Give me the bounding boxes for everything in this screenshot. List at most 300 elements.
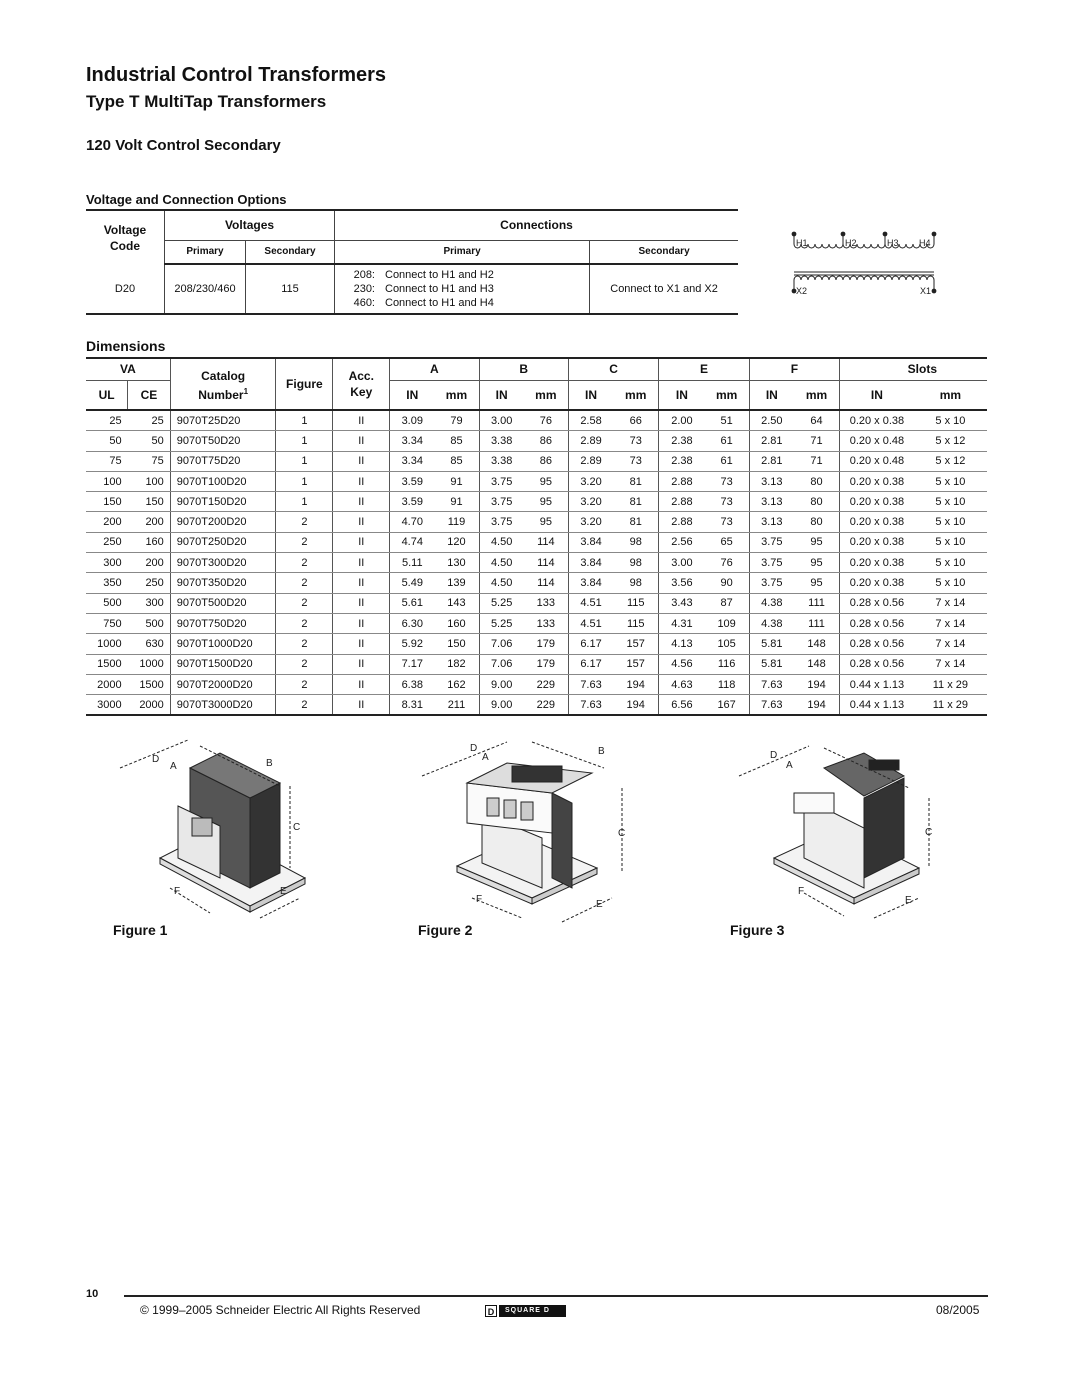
table-cell: 167 [705,695,750,716]
col-ul: UL [86,380,128,410]
col-acc-key: Acc. Key [333,358,390,410]
footer-date: 08/2005 [936,1303,980,1317]
table-cell: 2000 [128,695,171,716]
table-row [86,593,987,613]
table-cell: 4.13 [659,634,705,654]
table-cell: 5.81 [749,634,794,654]
table-cell: 1 [276,431,333,451]
col-f-in: IN [749,380,794,410]
table-cell: 2 [276,593,333,613]
table-cell: 182 [434,654,479,674]
table-cell: 65 [705,532,750,552]
table-cell: 114 [524,553,569,573]
copyright-text: © 1999–2005 Schneider Electric All Rights Reserved [140,1303,421,1317]
dimensions-table-body [86,410,987,715]
table-cell: 3.13 [749,492,794,512]
col-b-in: IN [479,380,524,410]
table-cell: 2.81 [749,431,794,451]
table-cell: II [333,593,390,613]
table-cell: 200 [128,512,171,532]
col-connections-secondary: Secondary [590,240,738,264]
table-cell: 3.00 [659,553,705,573]
table-cell: 6.30 [390,613,435,633]
tap-connection-460: Connect to H1 and H4 [385,297,494,309]
secondary-voltage-value: 115 [246,264,335,314]
table-cell: 9070T300D20 [170,553,276,573]
table-cell: 5 x 10 [914,532,987,552]
table-cell: 80 [794,492,840,512]
table-cell: 3000 [86,695,128,716]
table-cell: 1 [276,471,333,491]
table-cell: 80 [794,512,840,532]
col-va: VA [86,358,170,380]
table-cell: 79 [434,410,479,431]
col-e-in: IN [659,380,705,410]
table-cell: 3.75 [749,553,794,573]
table-cell: II [333,451,390,471]
table-cell: 2 [276,613,333,633]
table-cell: 61 [705,431,750,451]
table-cell: 4.50 [479,553,524,573]
table-cell: 3.20 [568,471,613,491]
table-cell: 750 [86,613,128,633]
table-cell: II [333,573,390,593]
table-cell: 194 [794,674,840,694]
secondary-connection-value: Connect to X1 and X2 [590,264,738,314]
fig1-dim-d: D [152,754,160,765]
table-cell: 7.63 [749,695,794,716]
table-cell: 9070T50D20 [170,431,276,451]
table-cell: 105 [705,634,750,654]
table-cell: 630 [128,634,171,654]
table-row [86,431,987,451]
table-cell: 9070T750D20 [170,613,276,633]
table-cell: 51 [705,410,750,431]
table-cell: II [333,431,390,451]
table-cell: 179 [524,654,569,674]
table-cell: II [333,410,390,431]
table-cell: II [333,471,390,491]
table-cell: 300 [128,593,171,613]
table-cell: 4.38 [749,593,794,613]
table-cell: 5 x 10 [914,410,987,431]
table-cell: 9070T2000D20 [170,674,276,694]
table-cell: 1000 [86,634,128,654]
table-cell: 111 [794,593,840,613]
fig3-dim-a: A [786,760,793,771]
table-cell: 350 [86,573,128,593]
table-cell: 3.00 [479,410,524,431]
table-cell: 7.06 [479,634,524,654]
table-cell: 100 [86,471,128,491]
table-cell: 229 [524,695,569,716]
table-cell: 85 [434,451,479,471]
table-cell: 5.25 [479,613,524,633]
table-cell: 11 x 29 [914,674,987,694]
table-cell: 5 x 10 [914,512,987,532]
table-cell: 76 [705,553,750,573]
table-cell: 4.74 [390,532,435,552]
tap-voltage-460: 460: [353,297,375,309]
col-catalog-number: Catalog Number$^1$ [170,358,276,410]
table-cell: 160 [434,613,479,633]
table-cell: 3.59 [390,471,435,491]
table-cell: 3.84 [568,553,613,573]
table-cell: 11 x 29 [914,695,987,716]
table-cell: 200 [128,553,171,573]
table-row [86,674,987,694]
table-cell: 0.20 x 0.38 [840,410,914,431]
col-a-in: IN [390,380,435,410]
table-cell: 5 x 10 [914,553,987,573]
table-cell: 73 [613,431,659,451]
table-cell: 2 [276,674,333,694]
col-voltages-primary: Primary [165,240,246,264]
col-ce: CE [128,380,171,410]
table-cell: 7.63 [749,674,794,694]
table-cell: 0.28 x 0.56 [840,634,914,654]
table-cell: 194 [613,695,659,716]
table-cell: 2.56 [659,532,705,552]
table-cell: 5.49 [390,573,435,593]
table-cell: 6.38 [390,674,435,694]
table-cell: II [333,492,390,512]
col-c: C [568,358,658,380]
table-cell: 7 x 14 [914,654,987,674]
table-cell: 0.20 x 0.38 [840,471,914,491]
col-e: E [659,358,749,380]
fig2-dim-e: E [596,899,603,910]
table-cell: 500 [128,613,171,633]
table-cell: 61 [705,451,750,471]
table-cell: 3.34 [390,451,435,471]
col-a: A [390,358,479,380]
col-voltage-code-2: Code [110,238,140,253]
col-voltage-code-1: Voltage [103,222,147,237]
table-cell: 9.00 [479,695,524,716]
table-cell: 9.00 [479,674,524,694]
table-row [86,695,987,716]
dimensions-heading: Dimensions [86,338,166,354]
table-cell: 98 [613,532,659,552]
table-cell: 5.92 [390,634,435,654]
table-cell: 3.43 [659,593,705,613]
table-cell: 2 [276,573,333,593]
col-f-mm: mm [794,380,840,410]
table-cell: 139 [434,573,479,593]
figure-3-drawing [724,738,954,928]
table-cell: 2 [276,512,333,532]
table-cell: 143 [434,593,479,613]
tap-connection-230: Connect to H1 and H3 [385,283,494,295]
table-cell: 3.38 [479,431,524,451]
fig1-dim-f: F [174,886,181,897]
table-cell: 200 [86,512,128,532]
table-row [86,654,987,674]
col-e-mm: mm [705,380,750,410]
table-cell: 3.75 [749,532,794,552]
table-cell: 9070T150D20 [170,492,276,512]
table-cell: 133 [524,613,569,633]
table-cell: 4.51 [568,613,613,633]
voltage-section-heading: Voltage and Connection Options [86,192,287,207]
table-cell: 133 [524,593,569,613]
table-cell: 6.17 [568,634,613,654]
table-cell: 25 [86,410,128,431]
fig3-dim-e: E [905,895,912,906]
table-cell: 98 [613,553,659,573]
table-cell: 75 [128,451,171,471]
table-cell: 9070T350D20 [170,573,276,593]
table-cell: 0.20 x 0.48 [840,451,914,471]
table-cell: 50 [128,431,171,451]
table-cell: 2000 [86,674,128,694]
col-b: B [479,358,568,380]
table-cell: 1 [276,492,333,512]
col-connections-primary: Primary [335,240,590,264]
table-cell: II [333,674,390,694]
col-slots-in: IN [840,380,914,410]
fig2-dim-c: C [618,828,626,839]
table-cell: 71 [794,451,840,471]
col-f: F [749,358,839,380]
fig2-dim-a: A [482,752,489,763]
table-cell: 5.61 [390,593,435,613]
table-cell: 148 [794,654,840,674]
winding-schematic-diagram [786,230,946,302]
table-cell: 5 x 10 [914,492,987,512]
table-cell: 9070T1000D20 [170,634,276,654]
table-cell: 73 [705,492,750,512]
col-voltages-secondary: Secondary [246,240,335,264]
table-cell: 229 [524,674,569,694]
table-cell: 81 [613,512,659,532]
table-cell: 2.38 [659,431,705,451]
figure-2-drawing [412,738,642,928]
col-c-in: IN [568,380,613,410]
col-a-mm: mm [434,380,479,410]
table-row [86,492,987,512]
table-cell: 2.50 [749,410,794,431]
table-cell: 9070T500D20 [170,593,276,613]
table-cell: 2.81 [749,451,794,471]
table-cell: 119 [434,512,479,532]
figure-2-label: Figure 2 [418,922,473,938]
table-cell: 0.28 x 0.56 [840,593,914,613]
table-cell: 75 [86,451,128,471]
table-cell: 179 [524,634,569,654]
table-cell: 5 x 12 [914,451,987,471]
table-cell: 3.38 [479,451,524,471]
table-cell: 9070T25D20 [170,410,276,431]
table-cell: 7 x 14 [914,613,987,633]
table-cell: 8.31 [390,695,435,716]
tap-voltage-230: 230: [353,283,375,295]
table-cell: 2.89 [568,431,613,451]
table-cell: 7.06 [479,654,524,674]
table-cell: 4.50 [479,532,524,552]
table-cell: 87 [705,593,750,613]
table-cell: 90 [705,573,750,593]
voltage-code-value: D20 [86,264,165,314]
figure-1-label: Figure 1 [113,922,168,938]
col-b-mm: mm [524,380,569,410]
table-cell: 157 [613,654,659,674]
table-cell: 2.00 [659,410,705,431]
table-cell: 0.20 x 0.48 [840,431,914,451]
table-row [86,573,987,593]
fig1-dim-c: C [293,822,301,833]
table-row [86,410,987,431]
table-cell: 86 [524,451,569,471]
tap-voltage-208: 208: [353,269,375,281]
square-d-wordmark: SQUARE D [499,1305,566,1317]
table-cell: 3.20 [568,512,613,532]
table-cell: 98 [613,573,659,593]
table-cell: 0.20 x 0.38 [840,573,914,593]
table-cell: 194 [613,674,659,694]
table-row [86,532,987,552]
table-cell: 3.13 [749,471,794,491]
table-cell: 95 [524,471,569,491]
terminal-h4-label: H4 [919,238,931,248]
table-cell: 80 [794,471,840,491]
table-cell: 1500 [128,674,171,694]
table-cell: 7 x 14 [914,634,987,654]
document-title: Industrial Control Transformers [86,64,387,86]
table-cell: 76 [524,410,569,431]
table-cell: 2 [276,553,333,573]
table-cell: 9070T1500D20 [170,654,276,674]
col-c-mm: mm [613,380,659,410]
col-slots-mm: mm [914,380,987,410]
table-cell: 150 [86,492,128,512]
col-figure: Figure [276,358,333,410]
table-cell: 66 [613,410,659,431]
table-cell: 4.70 [390,512,435,532]
terminal-h1-label: H1 [796,238,808,248]
table-cell: 2.88 [659,492,705,512]
table-cell: 6.17 [568,654,613,674]
table-cell: 95 [794,553,840,573]
table-cell: 2.88 [659,512,705,532]
table-cell: 95 [524,492,569,512]
table-cell: 2.38 [659,451,705,471]
table-cell: 4.63 [659,674,705,694]
table-cell: 2 [276,695,333,716]
table-cell: 111 [794,613,840,633]
table-cell: 116 [705,654,750,674]
table-cell: 100 [128,471,171,491]
table-cell: 7.17 [390,654,435,674]
voltage-connection-table [86,209,738,315]
table-cell: 3.34 [390,431,435,451]
table-cell: 2 [276,654,333,674]
table-cell: 250 [86,532,128,552]
table-cell: 2 [276,634,333,654]
table-cell: 2.88 [659,471,705,491]
square-d-mark-icon: D [485,1305,497,1317]
table-cell: II [333,654,390,674]
table-cell: 194 [794,695,840,716]
table-cell: II [333,695,390,716]
table-cell: 500 [86,593,128,613]
table-cell: 73 [705,512,750,532]
table-cell: 157 [613,634,659,654]
table-cell: 0.20 x 0.38 [840,512,914,532]
figure-1-drawing [100,738,340,928]
table-cell: 5.11 [390,553,435,573]
table-cell: 9070T250D20 [170,532,276,552]
table-cell: 73 [613,451,659,471]
table-cell: 3.09 [390,410,435,431]
table-cell: 6.56 [659,695,705,716]
table-cell: 3.84 [568,573,613,593]
table-cell: 0.20 x 0.38 [840,492,914,512]
terminal-x1-label: X1 [920,286,932,296]
footer-rule [124,1295,988,1297]
fig3-dim-b: B [891,761,898,772]
table-cell: 0.28 x 0.56 [840,613,914,633]
table-cell: 1000 [128,654,171,674]
table-cell: 86 [524,431,569,451]
table-row [86,634,987,654]
table-cell: 81 [613,492,659,512]
table-cell: II [333,553,390,573]
table-cell: 4.51 [568,593,613,613]
fig3-dim-c: C [925,827,933,838]
table-cell: 4.50 [479,573,524,593]
fig3-dim-d: D [770,750,778,761]
table-cell: 7.63 [568,695,613,716]
table-cell: 4.38 [749,613,794,633]
table-cell: 3.84 [568,532,613,552]
document-subtitle: Type T MultiTap Transformers [86,92,327,111]
table-cell: 0.44 x 1.13 [840,695,914,716]
table-cell: 91 [434,492,479,512]
table-cell: 0.20 x 0.38 [840,553,914,573]
page-number: 10 [86,1288,99,1300]
table-cell: 1 [276,451,333,471]
table-cell: 160 [128,532,171,552]
table-cell: 91 [434,471,479,491]
table-cell: 9070T75D20 [170,451,276,471]
table-cell: 114 [524,532,569,552]
table-cell: II [333,634,390,654]
fig3-dim-f: F [798,886,805,897]
table-row [86,451,987,471]
square-d-logo [485,1304,566,1317]
table-cell: 9070T200D20 [170,512,276,532]
table-row [86,512,987,532]
tap-connection-208: Connect to H1 and H2 [385,269,494,281]
figure-3-label: Figure 3 [730,922,785,938]
table-cell: 7 x 14 [914,593,987,613]
table-cell: 4.31 [659,613,705,633]
table-cell: 5 x 10 [914,573,987,593]
table-cell: 5 x 10 [914,471,987,491]
table-cell: 73 [705,471,750,491]
table-cell: 150 [128,492,171,512]
table-cell: 25 [128,410,171,431]
table-cell: 2.89 [568,451,613,471]
table-cell: 3.75 [479,471,524,491]
dimensions-table [86,357,987,716]
table-cell: 85 [434,431,479,451]
table-row [86,471,987,491]
fig2-dim-d: D [470,743,478,754]
table-cell: 3.75 [479,512,524,532]
